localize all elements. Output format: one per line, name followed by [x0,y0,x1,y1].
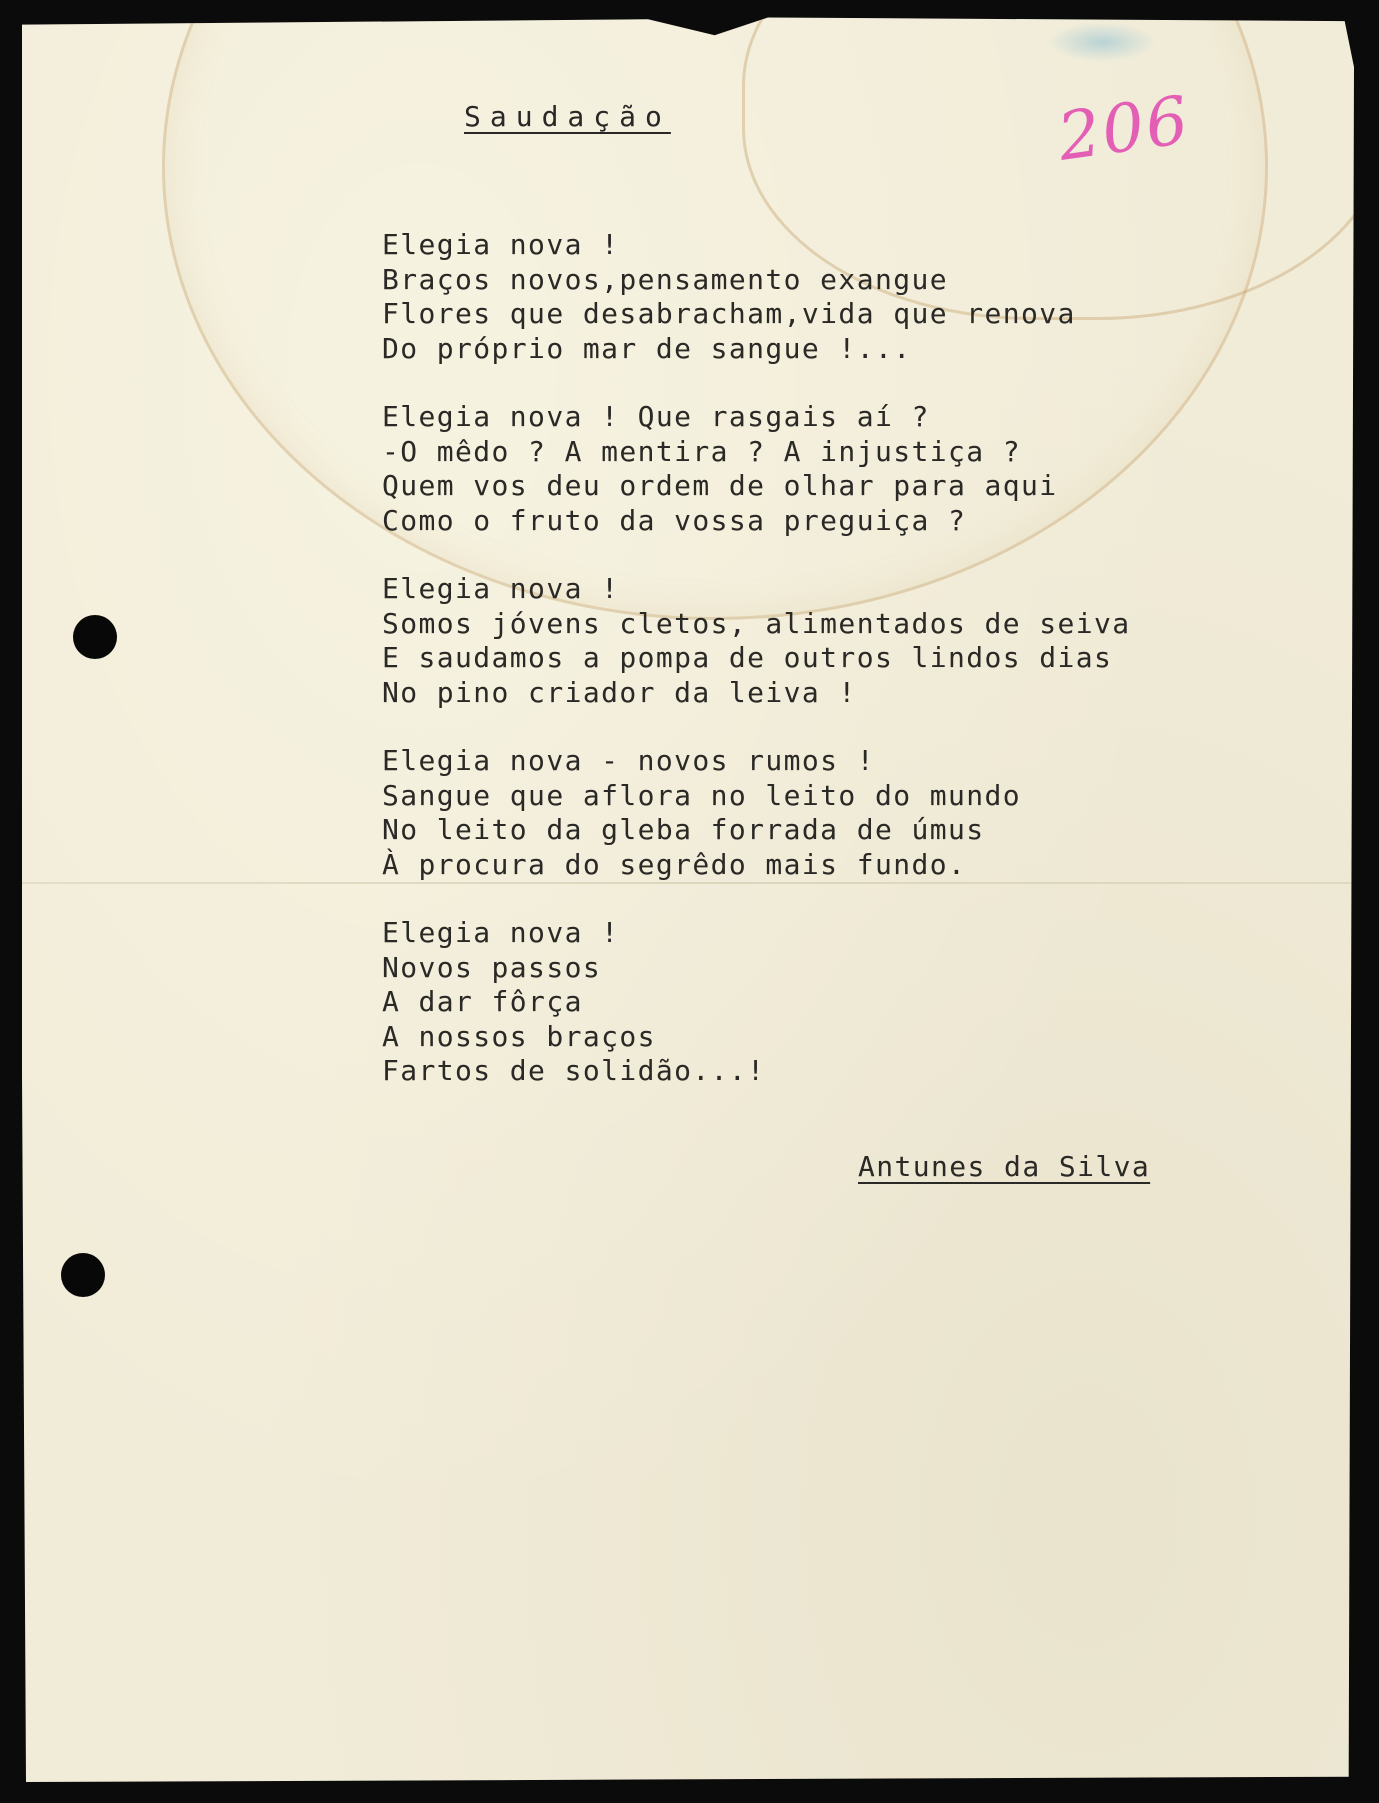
poem-body [382,228,1242,1123]
stanza-5 [382,916,1242,1089]
poem-line: Como o fruto da vossa preguiça ? [382,503,967,537]
poem-title: Saudação [464,100,671,133]
poem-line: No leito da gleba forrada de úmus [382,813,985,846]
poem-line: Sangue que aflora no leito do mundo [382,778,1022,812]
poem-line: Elegia nova ! Que rasgais aí ? [382,400,930,433]
poem-line: Do próprio mar de sangue !... [382,331,912,365]
poem-line: Somos jóvens cletos, alimentados de seiva [382,606,1131,640]
punch-hole-top [73,615,117,659]
handwritten-page-number: 206 [1053,81,1195,176]
punch-hole-bottom [61,1253,105,1297]
blue-ink-mark [1047,22,1157,62]
stanza-1 [382,228,1242,366]
poem-line: Quem vos deu ordem de olhar para aqui [382,469,1058,502]
poem-line: E saudamos a pompa de outros lindos dias [382,641,1113,674]
poem-line: A dar fôrça [382,985,583,1018]
stanza-2 [382,400,1242,538]
poem-line: Fartos de solidão...! [382,1054,766,1087]
poem-line: Elegia nova - novos rumos ! [382,744,875,777]
stanza-3 [382,572,1242,710]
author-signature: Antunes da Silva [858,1150,1151,1183]
poem-line: À procura do segrêdo mais fundo. [382,847,967,881]
stanza-4 [382,744,1242,882]
poem-line: Elegia nova ! [382,228,620,261]
poem-line: No pino criador da leiva ! [382,675,857,709]
poem-line: Braços novos,pensamento exangue [382,262,948,296]
poem-line: Novos passos [382,950,602,984]
poem-line: Flores que desabracham,vida que renova [382,297,1076,330]
poem-line: Elegia nova ! [382,572,620,605]
poem-line: Elegia nova ! [382,916,620,949]
poem-line: A nossos braços [382,1019,656,1053]
poem-line: -O mêdo ? A mentira ? A injustiça ? [382,434,1022,468]
